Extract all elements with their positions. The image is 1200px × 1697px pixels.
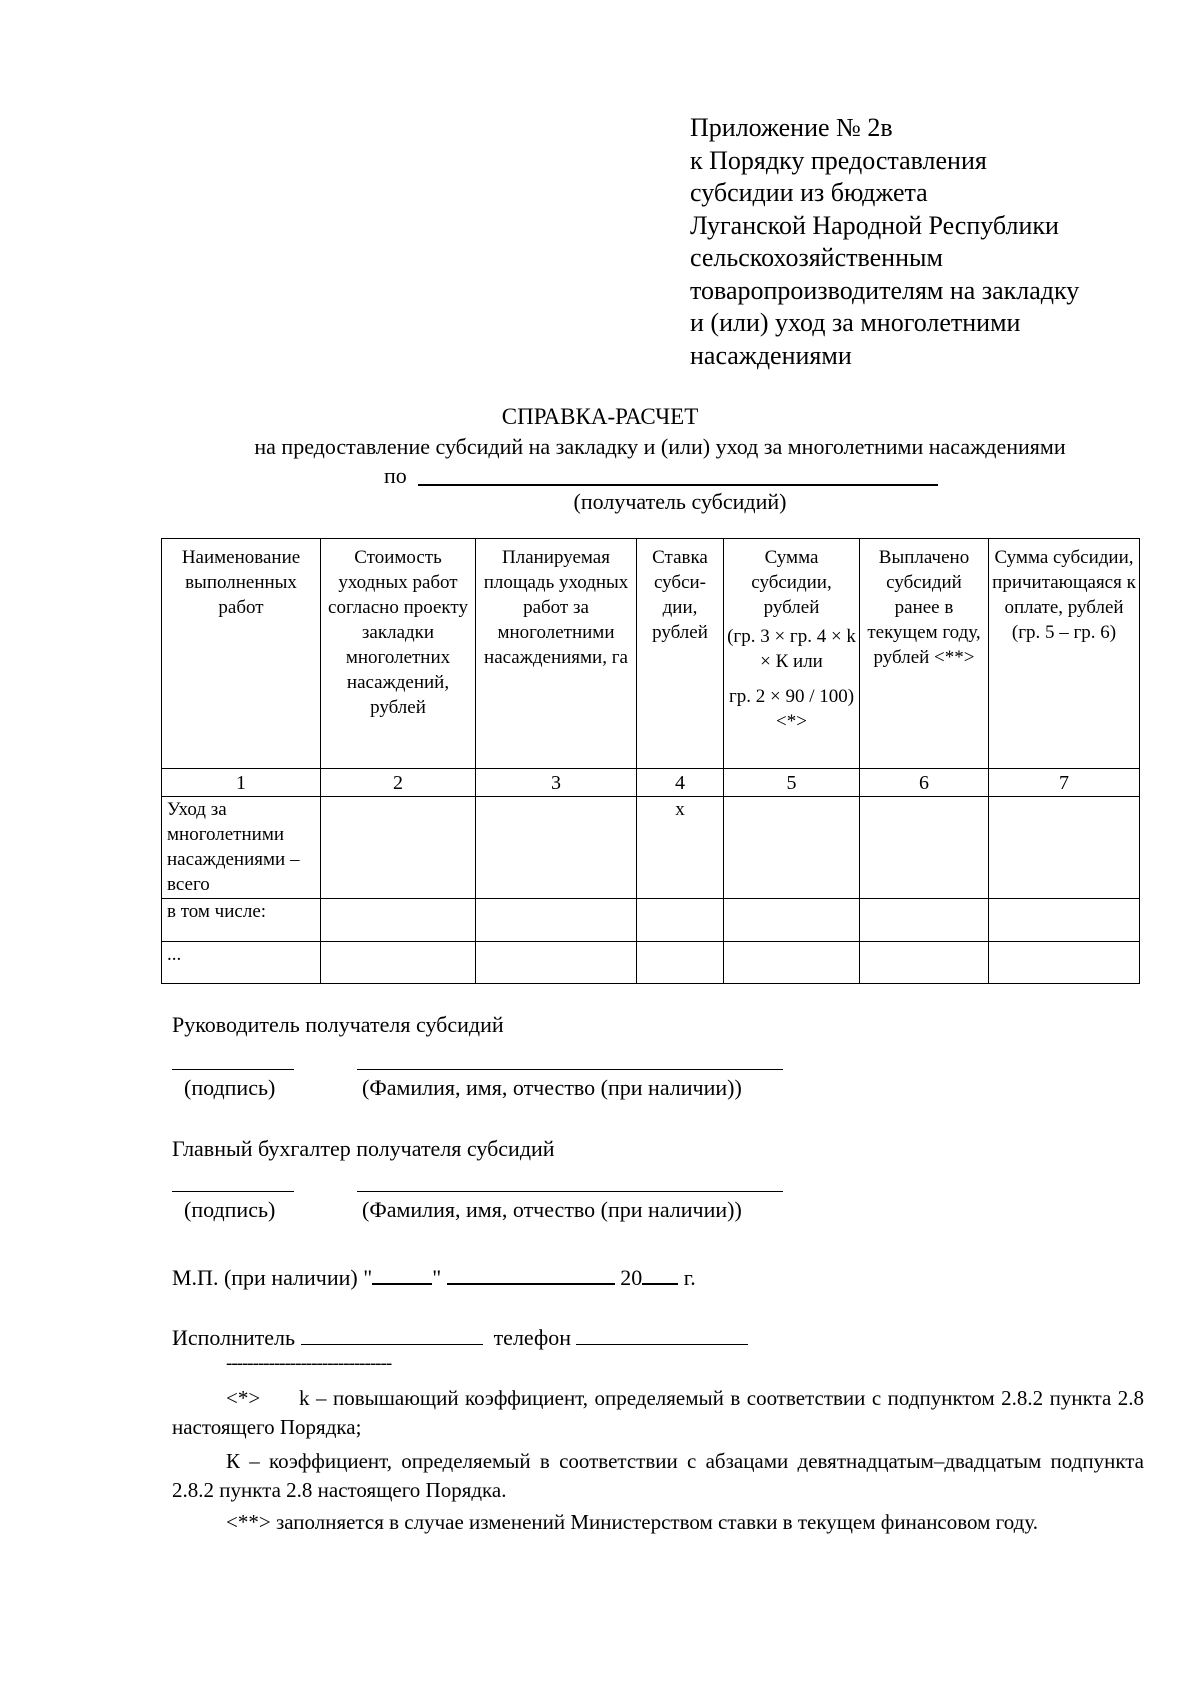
header-sum-title: Сумма субсидии, рублей [751,547,832,618]
footnote-big-k [172,1447,1144,1505]
footnote-text: К – коэффициент, определяемый в соответствии с абзацами девятнадцатым–двадцатым подпункта 2.8.2 пункта 2.8 настоящего Порядка. [172,1449,1144,1502]
po-label: по [384,463,407,488]
annex-header [690,112,1150,372]
footnote-marker: <*> [226,1386,261,1410]
header-cell: Планируемая площадь уходных работ за многолетними насаждениями, га [476,539,637,769]
document-title: СПРАВКА-РАСЧЕТ [501,404,699,429]
annex-line: насаждениями [690,340,852,370]
annex-line: сельскохозяйственным [690,243,943,272]
footnote-separator: ------------------------------- [226,1353,392,1374]
column-number: 1 [162,769,321,797]
phone-blank [576,1324,748,1345]
annex-line: к Порядку предоставления [690,145,987,175]
accountant-signature-caption: (подпись) [184,1197,276,1222]
header-sum-formula-alt: гр. 2 × 90 / 100) <*> [728,686,855,732]
table-cell [724,797,860,899]
annex-line: Луганской Народной Республики [690,210,1059,240]
table-row [162,899,1140,942]
header-cell: Выплачено субсидий ранее в текущем году, рублей <**> [860,539,989,769]
table-cell [860,899,989,942]
table-cell [860,942,989,984]
row-label: ... [162,942,321,984]
executor-blank [301,1324,483,1345]
table-header-row [162,539,1140,769]
footnote-text: заполняется в случае изменений Министерством ставки в текущем финансовом году. [275,1510,1038,1534]
header-cell: Ставка субси-дии, рублей [637,539,724,769]
column-number: 5 [724,769,860,797]
quote-close: " [432,1265,442,1290]
header-cell: Сумма субсидии, причитающаяся к оплате, рублей (гр. 5 – гр. 6) [989,539,1140,769]
row-label: Уход за многолетними насаждениями – всего [162,797,321,899]
footnote-text: k – повышающий коэффициент, определяемый в соответствии с подпунктом 2.8.2 пункта 2.8 настоящего Порядка; [172,1386,1145,1439]
annex-line: товаропроизводителям на закладку [690,275,1080,305]
table-cell [724,899,860,942]
table-cell [321,797,476,899]
table-cell [860,797,989,899]
footnote-k [172,1384,1144,1442]
column-number: 6 [860,769,989,797]
head-signature-caption: (подпись) [184,1075,276,1100]
head-name-line [357,1069,783,1070]
table-cell [989,899,1140,942]
header-cell: Стоимость уходных работ согласно проекту закладки многолетних насаждений, рублей [321,539,476,769]
table-cell [476,942,637,984]
annex-line: и (или) уход за многолетними [690,308,1021,337]
table-row [162,797,1140,899]
recipient-blank-line [418,484,938,486]
header-sum-formula: (гр. 3 × гр. 4 × k × К или [727,626,856,672]
column-number: 2 [321,769,476,797]
stamp-label: М.П. (при наличии) " [172,1265,373,1290]
column-number: 7 [989,769,1140,797]
accountant-name-caption: (Фамилия, имя, отчество (при наличии)) [362,1197,742,1222]
column-number: 4 [637,769,724,797]
table-cell [989,942,1140,984]
table-cell [989,797,1140,899]
month-blank [447,1263,615,1285]
annex-line: Приложение № 2в [690,113,893,142]
table-cell [476,899,637,942]
table-cell [724,942,860,984]
accountant-signature-line [172,1191,294,1192]
header-cell: Наименование выполненных работ [162,539,321,769]
recipient-caption: (получатель субсидий) [573,489,787,514]
annex-line: субсидии из бюджета [690,178,928,207]
day-blank [372,1263,432,1285]
footnote-rate-change [172,1508,1144,1537]
header-cell-sum [724,539,860,769]
head-signature-line [172,1069,294,1070]
column-number-row [162,769,1140,797]
table-cell-rate [637,942,724,984]
stamp-date-line [172,1263,696,1292]
table-row [162,942,1140,984]
year-blank [642,1263,678,1285]
head-name-caption: (Фамилия, имя, отчество (при наличии)) [362,1075,742,1100]
table-cell [321,942,476,984]
accountant-name-line [357,1191,783,1192]
phone-label: телефон [493,1325,571,1350]
calculation-table [161,538,1140,984]
table-cell [321,899,476,942]
executor-label: Исполнитель [172,1325,296,1350]
year-prefix: 20 [620,1265,643,1290]
year-suffix: г. [683,1265,696,1290]
footnote-marker: <**> [226,1510,271,1534]
table-cell [476,797,637,899]
executor-line [172,1324,748,1352]
table-cell-rate: x [637,797,724,899]
column-number: 3 [476,769,637,797]
document-subtitle: на предоставление субсидий на закладку и (или) уход за многолетними насаждениями [254,434,1066,459]
row-label: в том числе: [162,899,321,942]
table-cell-rate [637,899,724,942]
head-signature-label: Руководитель получателя субсидий [172,1012,504,1037]
accountant-signature-label: Главный бухгалтер получателя субсидий [172,1136,555,1161]
